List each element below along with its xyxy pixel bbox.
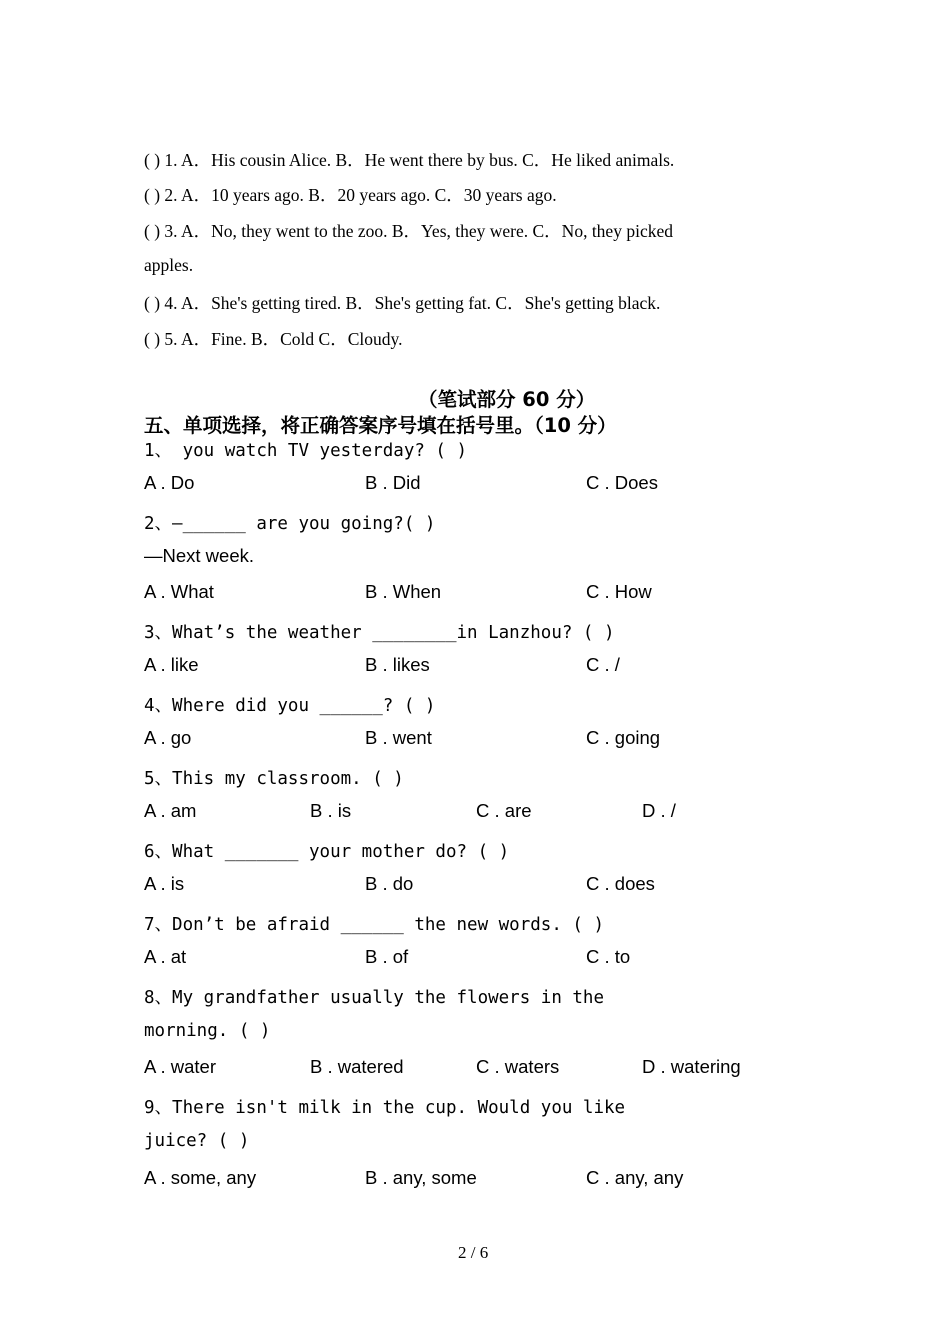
question-7-option-a: A . at [144,946,187,967]
question-5-option-d: D . / [642,800,676,821]
question-9-option-a: A . some, any [144,1167,257,1188]
question-2-option-a: A . What [144,581,214,602]
section-title: 五、单项选择，将正确答案序号填在括号里。（10 分） [144,414,617,437]
page-number: 2 / 6 [458,1243,489,1262]
question-5-option-b: B . is [310,800,352,821]
question-6-option-c: C . does [586,873,655,894]
listening-item-4: ( ) 4. A．She's getting tired. B．She's getting fat. C．She's getting black. [144,293,661,313]
question-4-option-a: A . go [144,727,192,748]
question-3-option-b: B . likes [365,654,430,675]
question-8-stem-cont: morning. ( ) [144,1021,271,1041]
question-6-option-b: B . do [365,873,414,894]
question-1-option-a: A . Do [144,472,195,493]
question-5-option-a: A . am [144,800,197,821]
question-2-option-b: B . When [365,581,442,602]
question-3-option-a: A . like [144,654,199,675]
question-5-stem: 5、This my classroom. ( ) [144,769,404,789]
listening-item-3: ( ) 3. A．No, they went to the zoo. B．Yes, they were. C．No, they picked [144,221,673,241]
question-7-option-b: B . of [365,946,409,967]
question-3-stem: 3、What’s the weather ________in Lanzhou? ( ) [144,623,615,643]
question-8-option-c: C . waters [476,1056,560,1077]
question-2-stem-cont: —Next week. [144,545,255,566]
question-4-option-c: C . going [586,727,661,748]
question-8-option-a: A . water [144,1056,216,1077]
listening-item-5: ( ) 5. A．Fine. B．Cold C．Cloudy. [144,329,403,349]
question-4-option-b: B . went [365,727,432,748]
question-2-option-c: C . How [586,581,652,602]
question-9-option-c: C . any, any [586,1167,684,1188]
question-1-stem: 1、 you watch TV yesterday? ( ) [144,441,468,461]
question-9-stem: 9、There isn't milk in the cup. Would you like [144,1098,626,1118]
question-5-option-c: C . are [476,800,532,821]
question-2-stem: 2、—______ are you going?( ) [144,514,436,534]
question-7-option-c: C . to [586,946,631,967]
question-1-option-c: C . Does [586,472,658,493]
listening-item-3-cont: apples. [144,255,194,275]
listening-item-1: ( ) 1. A．His cousin Alice. B．He went there by bus. C．He liked animals. [144,150,675,170]
question-4-stem: 4、Where did you ______? ( ) [144,696,436,716]
written-section-heading: （笔试部分 60 分） [418,388,596,411]
question-6-stem: 6、What _______ your mother do? ( ) [144,842,510,862]
question-7-stem: 7、Don’t be afraid ______ the new words. ( ) [144,915,605,935]
question-8-option-d: D . watering [642,1056,741,1077]
question-1-option-b: B . Did [365,472,421,493]
question-9-stem-cont: juice? ( ) [144,1131,250,1151]
question-6-option-a: A . is [144,873,185,894]
question-9-option-b: B . any, some [365,1167,477,1188]
listening-item-2: ( ) 2. A．10 years ago. B．20 years ago. C．30 years ago. [144,185,557,205]
question-3-option-c: C . / [586,654,620,675]
question-8-option-b: B . watered [310,1056,404,1077]
question-8-stem: 8、My grandfather usually the flowers in the [144,988,605,1008]
